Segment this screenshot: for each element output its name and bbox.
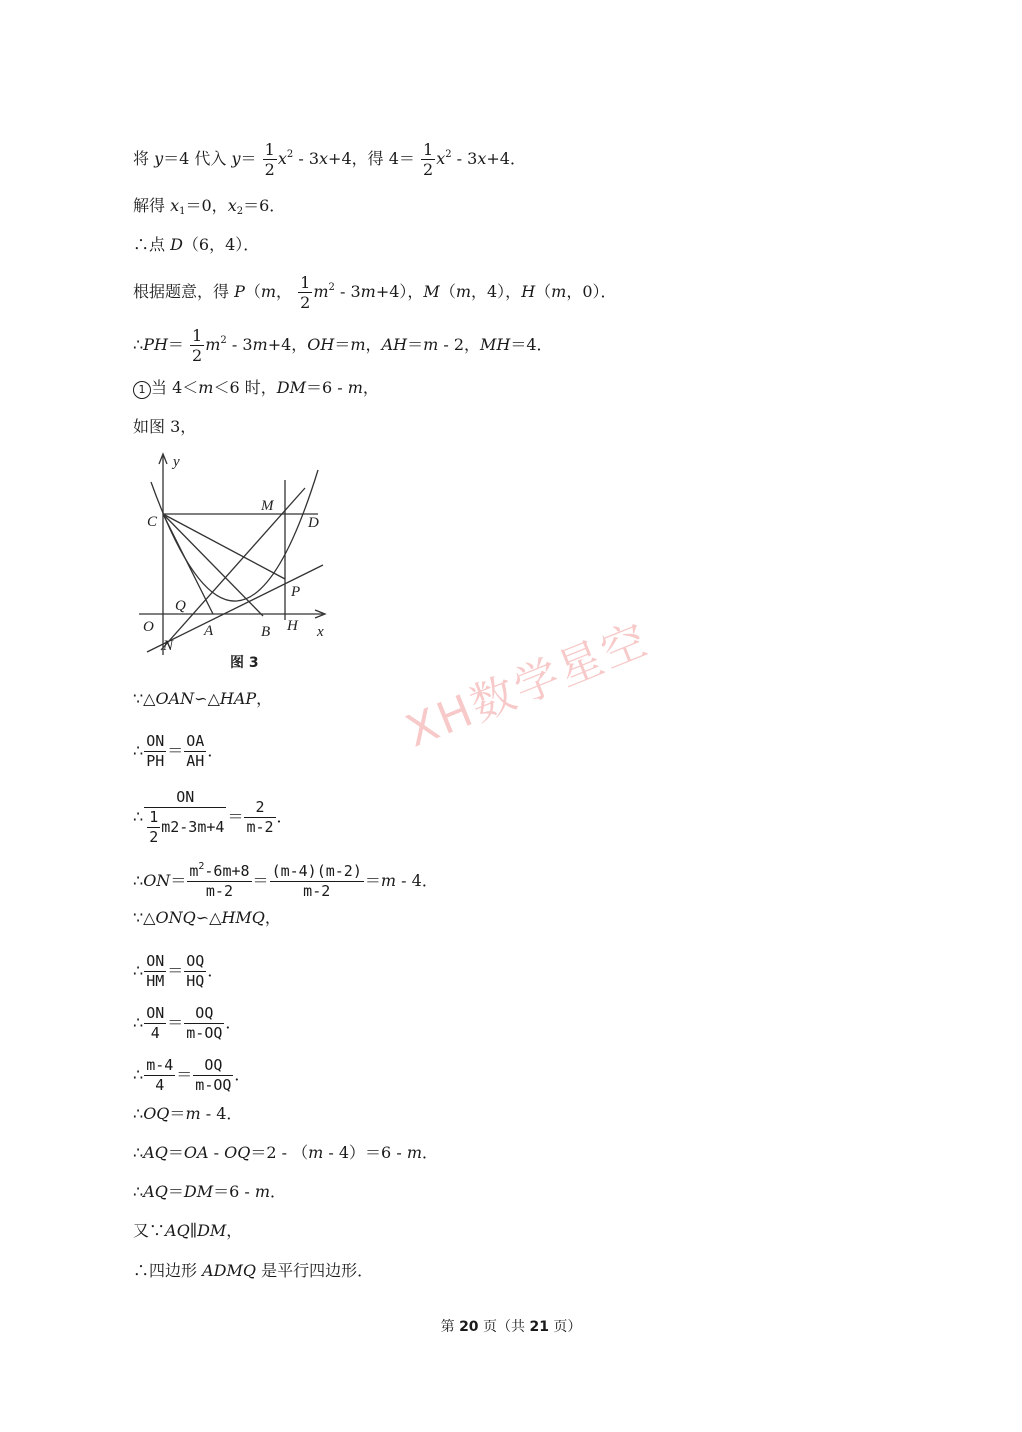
label-q: Q (175, 598, 186, 614)
solution-line-14: ∴ $\frac{ON}{4}$ ＝ $\frac{OQ}{m-OQ}$ ． (133, 1004, 242, 1042)
fraction-on-hm: $\frac{ON}{HM}$ (146, 952, 165, 990)
solution-line-15: ∴ $\frac{m-4}{4}$ ＝ $\frac{OQ}{m-OQ}$ ． (133, 1056, 251, 1094)
figure-caption: 图 3 (230, 655, 259, 671)
line-ca (163, 514, 213, 614)
page-footer: 第 20 页（共 21 页） (440, 1319, 582, 1335)
solution-line-4: 根据题意，得 P（m， $\frac{1}{2}$ $m^2 - 3m+4$），M（m，4），H（m，0）． (133, 273, 617, 312)
parabola-diagram (133, 450, 333, 675)
solution-line-3: ∴点 D（6，4）． (133, 235, 260, 254)
label-o: O (143, 619, 154, 635)
line-np (147, 565, 323, 652)
solution-line-12: ∵△ONQ∽△HMQ， (133, 908, 281, 927)
fraction-oq-m-oq: $\frac{OQ}{m-OQ}$ (186, 1004, 223, 1042)
label-x: x (317, 624, 324, 640)
fraction-factored: $\frac{(m-4)(m-2)}{m-2}$ (271, 862, 362, 900)
compound-fraction: ON $\frac{1}{2}$ m2-3m+4 (144, 788, 226, 847)
fraction-oq-hq: $\frac{OQ}{HQ}$ (186, 952, 205, 990)
label-n: N (163, 638, 174, 654)
solution-line-8: ∵△OAN∽△HAP， (133, 689, 273, 708)
label-m: M (261, 498, 274, 514)
watermark: XH数学星空 (399, 613, 657, 758)
solution-line-7: 如图 3， (133, 417, 197, 436)
solution-line-10: ∴ ON $\frac{1}{2}$ m2-3m+4 ＝ $\frac{2}{m-2}$ ． (133, 788, 293, 846)
solution-line-13: ∴ $\frac{ON}{HM}$ ＝ $\frac{OQ}{HQ}$ ． (133, 952, 224, 990)
fraction-m-4-over-4: $\frac{m-4}{4}$ (146, 1056, 174, 1094)
fraction-on-ph: $\frac{ON}{PH}$ (146, 732, 165, 770)
circled-number: 1 (133, 381, 151, 399)
solution-line-20: ∴四边形 ADMQ 是平行四边形． (133, 1261, 374, 1280)
solution-line-5: ∴PH＝ $\frac{1}{2}$ $m^2 - 3m+4$，OH＝m，AH＝m - 2，MH＝4． (133, 326, 553, 365)
fraction-one-half: $\frac{1}{2}$ (264, 140, 275, 179)
solution-line-16: ∴OQ＝m - 4． (133, 1104, 243, 1123)
fraction-quadratic: $\frac{m^2-6m+8}{m-2}$ (189, 861, 250, 900)
page-number: 20 (459, 1319, 479, 1335)
solution-line-9: ∴ $\frac{ON}{PH}$ ＝ $\frac{OA}{AH}$ ． (133, 732, 224, 770)
solution-line-6: 1 当 4＜m＜6 时，DM＝6 - m， (133, 378, 379, 399)
fraction-on-4: $\frac{ON}{4}$ (146, 1004, 165, 1042)
page-total: 21 (529, 1319, 549, 1335)
solution-line-2: 解得 $x_1=0$，$x_2=6$． (133, 196, 286, 217)
label-c: C (147, 514, 158, 530)
line-na (161, 488, 305, 650)
label-a: A (204, 623, 214, 639)
line-cp (163, 514, 285, 579)
label-d: D (308, 515, 319, 531)
label-b: B (261, 624, 271, 640)
solution-line-11: ∴ON＝ $\frac{m^2-6m+8}{m-2}$ ＝ $\frac{(m-4)(m-2)}{m-2}$ ＝m - 4． (133, 861, 438, 900)
solution-line-18: ∴AQ＝DM＝6 - m． (133, 1182, 287, 1201)
fraction-one-half: $\frac{1}{2}$ (423, 140, 434, 179)
label-y: y (173, 454, 180, 470)
solution-line-17: ∴AQ＝OA - OQ＝2 - （m - 4）＝6 - m． (133, 1143, 439, 1162)
fraction-one-half: $\frac{1}{2}$ (149, 808, 159, 846)
fraction-oq-m-oq: $\frac{OQ}{m-OQ}$ (195, 1056, 232, 1094)
fraction-oa-ah: $\frac{OA}{AH}$ (186, 732, 205, 770)
solution-line-19: 又∵AQ∥DM， (133, 1221, 243, 1240)
label-p: P (291, 584, 301, 600)
fraction-one-half: $\frac{1}{2}$ (300, 273, 311, 312)
solution-line-1: 将 y＝4 代入 y＝ $\frac{1}{2}$ $x^2 - 3x+4$，得 4＝ $\frac{1}{2}$ $x^2 - 3x+4$． (133, 140, 526, 179)
parabola (151, 470, 318, 601)
fraction-one-half: $\frac{1}{2}$ (192, 326, 203, 365)
fraction-2-over-m-2: $\frac{2}{m-2}$ (246, 798, 274, 836)
geometry-figure (133, 450, 333, 679)
label-h: H (287, 618, 298, 634)
